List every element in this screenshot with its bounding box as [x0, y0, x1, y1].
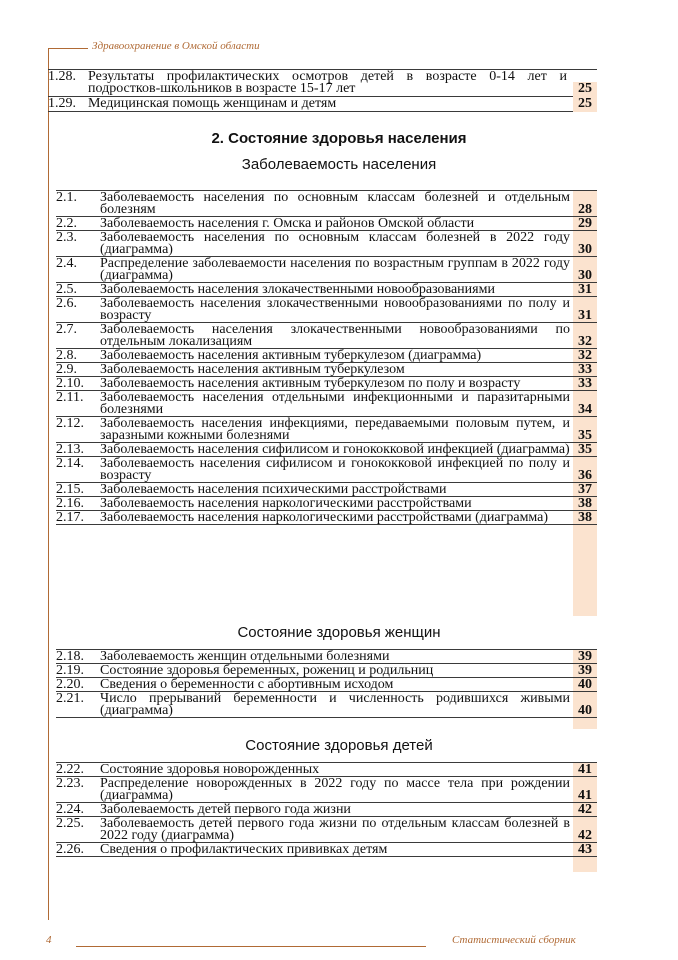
- toc-number: 2.4.: [56, 256, 77, 271]
- group-title: Состояние здоровья детей: [245, 737, 433, 754]
- toc-number: 2.6.: [56, 296, 77, 311]
- toc-title: Число прерываний беременности и численность родившихся живыми (диаграмма): [100, 691, 570, 718]
- toc-title: Заболеваемость населения злокачественными новообразованиями: [100, 282, 495, 297]
- toc-row[interactable]: [56, 323, 597, 349]
- toc-group-women: [0, 649, 678, 718]
- toc-number: 2.3.: [56, 230, 77, 245]
- page-number: 4: [46, 934, 52, 946]
- toc-page: 31: [573, 309, 597, 322]
- toc-title: Заболеваемость населения активным туберкулезом (диаграмма): [100, 348, 482, 363]
- toc-title: Заболеваемость детей первого года жизни: [100, 802, 351, 817]
- toc-number: 2.2.: [56, 216, 77, 231]
- footer-rule: [76, 946, 426, 947]
- toc-page: 36: [573, 469, 597, 482]
- toc-row[interactable]: [56, 664, 597, 678]
- toc-title: Заболеваемость населения активным туберкулезом: [100, 362, 405, 377]
- toc-row[interactable]: [56, 391, 597, 417]
- toc-title: Распределение новорожденных в 2022 году по массе тела при рождении (диаграмма): [100, 776, 570, 803]
- toc-row[interactable]: [56, 457, 597, 483]
- toc-number: 1.29.: [48, 96, 76, 111]
- toc-row[interactable]: [56, 649, 597, 664]
- toc-title: Результаты профилактических осмотров детей в возрасте 0-14 лет и подростков-школьников в возрасте 15-17 лет: [88, 69, 567, 96]
- toc-page: 30: [573, 269, 597, 282]
- toc-title: Заболеваемость населения г. Омска и районов Омской области: [100, 216, 475, 231]
- toc-page: 38: [573, 511, 597, 524]
- toc-title: Заболеваемость населения инфекциями, передаваемыми половым путем, и заразными кожными болезнями: [100, 416, 570, 443]
- toc-number: 2.22.: [56, 762, 84, 777]
- header-rule: [48, 48, 88, 49]
- toc-page: 25: [573, 82, 597, 97]
- toc-page: 35: [573, 429, 597, 442]
- toc-page: 25: [573, 97, 597, 112]
- toc-page: 42: [573, 829, 597, 842]
- toc-row[interactable]: [56, 297, 597, 323]
- toc-title: Распределение заболеваемости населения по возрастным группам в 2022 году (диаграмма): [100, 256, 570, 283]
- toc-row[interactable]: [56, 283, 597, 297]
- toc-number: 2.19.: [56, 663, 84, 678]
- toc-page: 41: [573, 763, 597, 776]
- toc-row[interactable]: [56, 803, 597, 817]
- toc-title: Заболеваемость населения отдельными инфекционными и паразитарными болезнями: [100, 390, 570, 417]
- toc-title: Состояние здоровья беременных, рожениц и родильниц: [100, 663, 434, 678]
- toc-row[interactable]: [56, 349, 597, 363]
- toc-title: Заболеваемость населения по основным классам болезней и отдельным болезням: [100, 190, 570, 217]
- toc-number: 2.23.: [56, 776, 84, 791]
- toc-number: 2.7.: [56, 322, 77, 337]
- toc-title: Заболеваемость детей первого года жизни по отдельным классам болезней в 2022 году (диаграмма): [100, 816, 570, 843]
- toc-title: Заболеваемость населения сифилисом и гонококковой инфекцией (диаграмма): [100, 442, 570, 457]
- toc-row[interactable]: [56, 417, 597, 443]
- toc-row[interactable]: [56, 817, 597, 843]
- toc-page: 33: [573, 377, 597, 390]
- toc-number: 2.14.: [56, 456, 84, 471]
- toc-number: 2.10.: [56, 376, 84, 391]
- toc-row[interactable]: [56, 777, 597, 803]
- toc-number: 2.26.: [56, 842, 84, 857]
- toc-page: 42: [573, 803, 597, 816]
- group-title: Состояние здоровья женщин: [237, 624, 441, 641]
- toc-number: 2.16.: [56, 496, 84, 511]
- toc-title: Заболеваемость населения сифилисом и гонококковой инфекцией по полу и возрасту: [100, 456, 570, 483]
- toc-row[interactable]: [56, 443, 597, 457]
- toc-page: 28: [573, 203, 597, 216]
- toc-number: 2.8.: [56, 348, 77, 363]
- toc-row[interactable]: [56, 511, 597, 525]
- toc-number: 2.1.: [56, 190, 77, 205]
- toc-number: 2.15.: [56, 482, 84, 497]
- toc-title: Заболеваемость населения злокачественными новообразованиями по полу и возрасту: [100, 296, 570, 323]
- toc-number: 2.24.: [56, 802, 84, 817]
- toc-page: 39: [573, 664, 597, 677]
- toc-page: 40: [573, 704, 597, 717]
- toc-title: Заболеваемость населения активным туберкулезом по полу и возрасту: [100, 376, 521, 391]
- toc-row[interactable]: [56, 363, 597, 377]
- toc-page: 39: [573, 650, 597, 663]
- toc-row[interactable]: [56, 497, 597, 511]
- toc-group-morbidity: [0, 190, 678, 525]
- toc-title: Заболеваемость населения наркологическими расстройствами: [100, 496, 472, 511]
- toc-title: Заболеваемость населения злокачественными новообразованиями по отдельным локализациям: [100, 322, 570, 349]
- toc-row[interactable]: [48, 97, 597, 112]
- toc-page: 43: [573, 843, 597, 856]
- toc-number: 2.25.: [56, 816, 84, 831]
- toc-page: 31: [573, 283, 597, 296]
- toc-number: 2.11.: [56, 390, 84, 405]
- toc-page: 41: [573, 789, 597, 802]
- toc-row[interactable]: [56, 483, 597, 497]
- section-title: 2. Состояние здоровья населения: [211, 130, 467, 147]
- toc-row[interactable]: [56, 762, 597, 777]
- toc-page: 37: [573, 483, 597, 496]
- toc-page: 32: [573, 335, 597, 348]
- toc-number: 2.9.: [56, 362, 77, 377]
- toc-section-1: [0, 69, 678, 112]
- toc-row[interactable]: [56, 843, 597, 857]
- toc-row[interactable]: [56, 678, 597, 692]
- toc-number: 2.17.: [56, 510, 84, 525]
- toc-title: Состояние здоровья новорожденных: [100, 762, 320, 777]
- toc-row[interactable]: [56, 217, 597, 231]
- toc-page: 38: [573, 497, 597, 510]
- toc-number: 2.18.: [56, 649, 84, 664]
- toc-row[interactable]: [56, 190, 597, 217]
- toc-row[interactable]: [56, 692, 597, 718]
- toc-title: Сведения о профилактических прививках детям: [100, 842, 388, 857]
- toc-title: Заболеваемость населения по основным классам болезней в 2022 году (диаграмма): [100, 230, 570, 257]
- toc-page: 40: [573, 678, 597, 691]
- toc-title: Заболеваемость женщин отдельными болезнями: [100, 649, 390, 664]
- toc-page: 29: [573, 217, 597, 230]
- toc-page: 32: [573, 349, 597, 362]
- toc-number: 1.28.: [48, 69, 76, 84]
- toc-title: Сведения о беременности с абортивным исходом: [100, 677, 394, 692]
- toc-number: 2.20.: [56, 677, 84, 692]
- toc-page: 34: [573, 403, 597, 416]
- toc-page: 35: [573, 443, 597, 456]
- toc-page: 30: [573, 243, 597, 256]
- group-title: Заболеваемость населения: [241, 156, 437, 173]
- toc-title: Заболеваемость населения психическими расстройствами: [100, 482, 447, 497]
- toc-title: Медицинская помощь женщинам и детям: [88, 96, 337, 111]
- toc-number: 2.12.: [56, 416, 84, 431]
- toc-row[interactable]: [56, 257, 597, 283]
- toc-number: 2.5.: [56, 282, 77, 297]
- toc-number: 2.21.: [56, 691, 84, 706]
- running-footer: Статистический сборник: [452, 934, 576, 946]
- toc-page: 33: [573, 363, 597, 376]
- running-header: Здравоохранение в Омской области: [92, 40, 260, 52]
- toc-row[interactable]: [48, 69, 597, 97]
- toc-group-children: [0, 762, 678, 857]
- toc-number: 2.13.: [56, 442, 84, 457]
- toc-title: Заболеваемость населения наркологическими расстройствами (диаграмма): [100, 510, 549, 525]
- toc-row[interactable]: [56, 377, 597, 391]
- toc-row[interactable]: [56, 231, 597, 257]
